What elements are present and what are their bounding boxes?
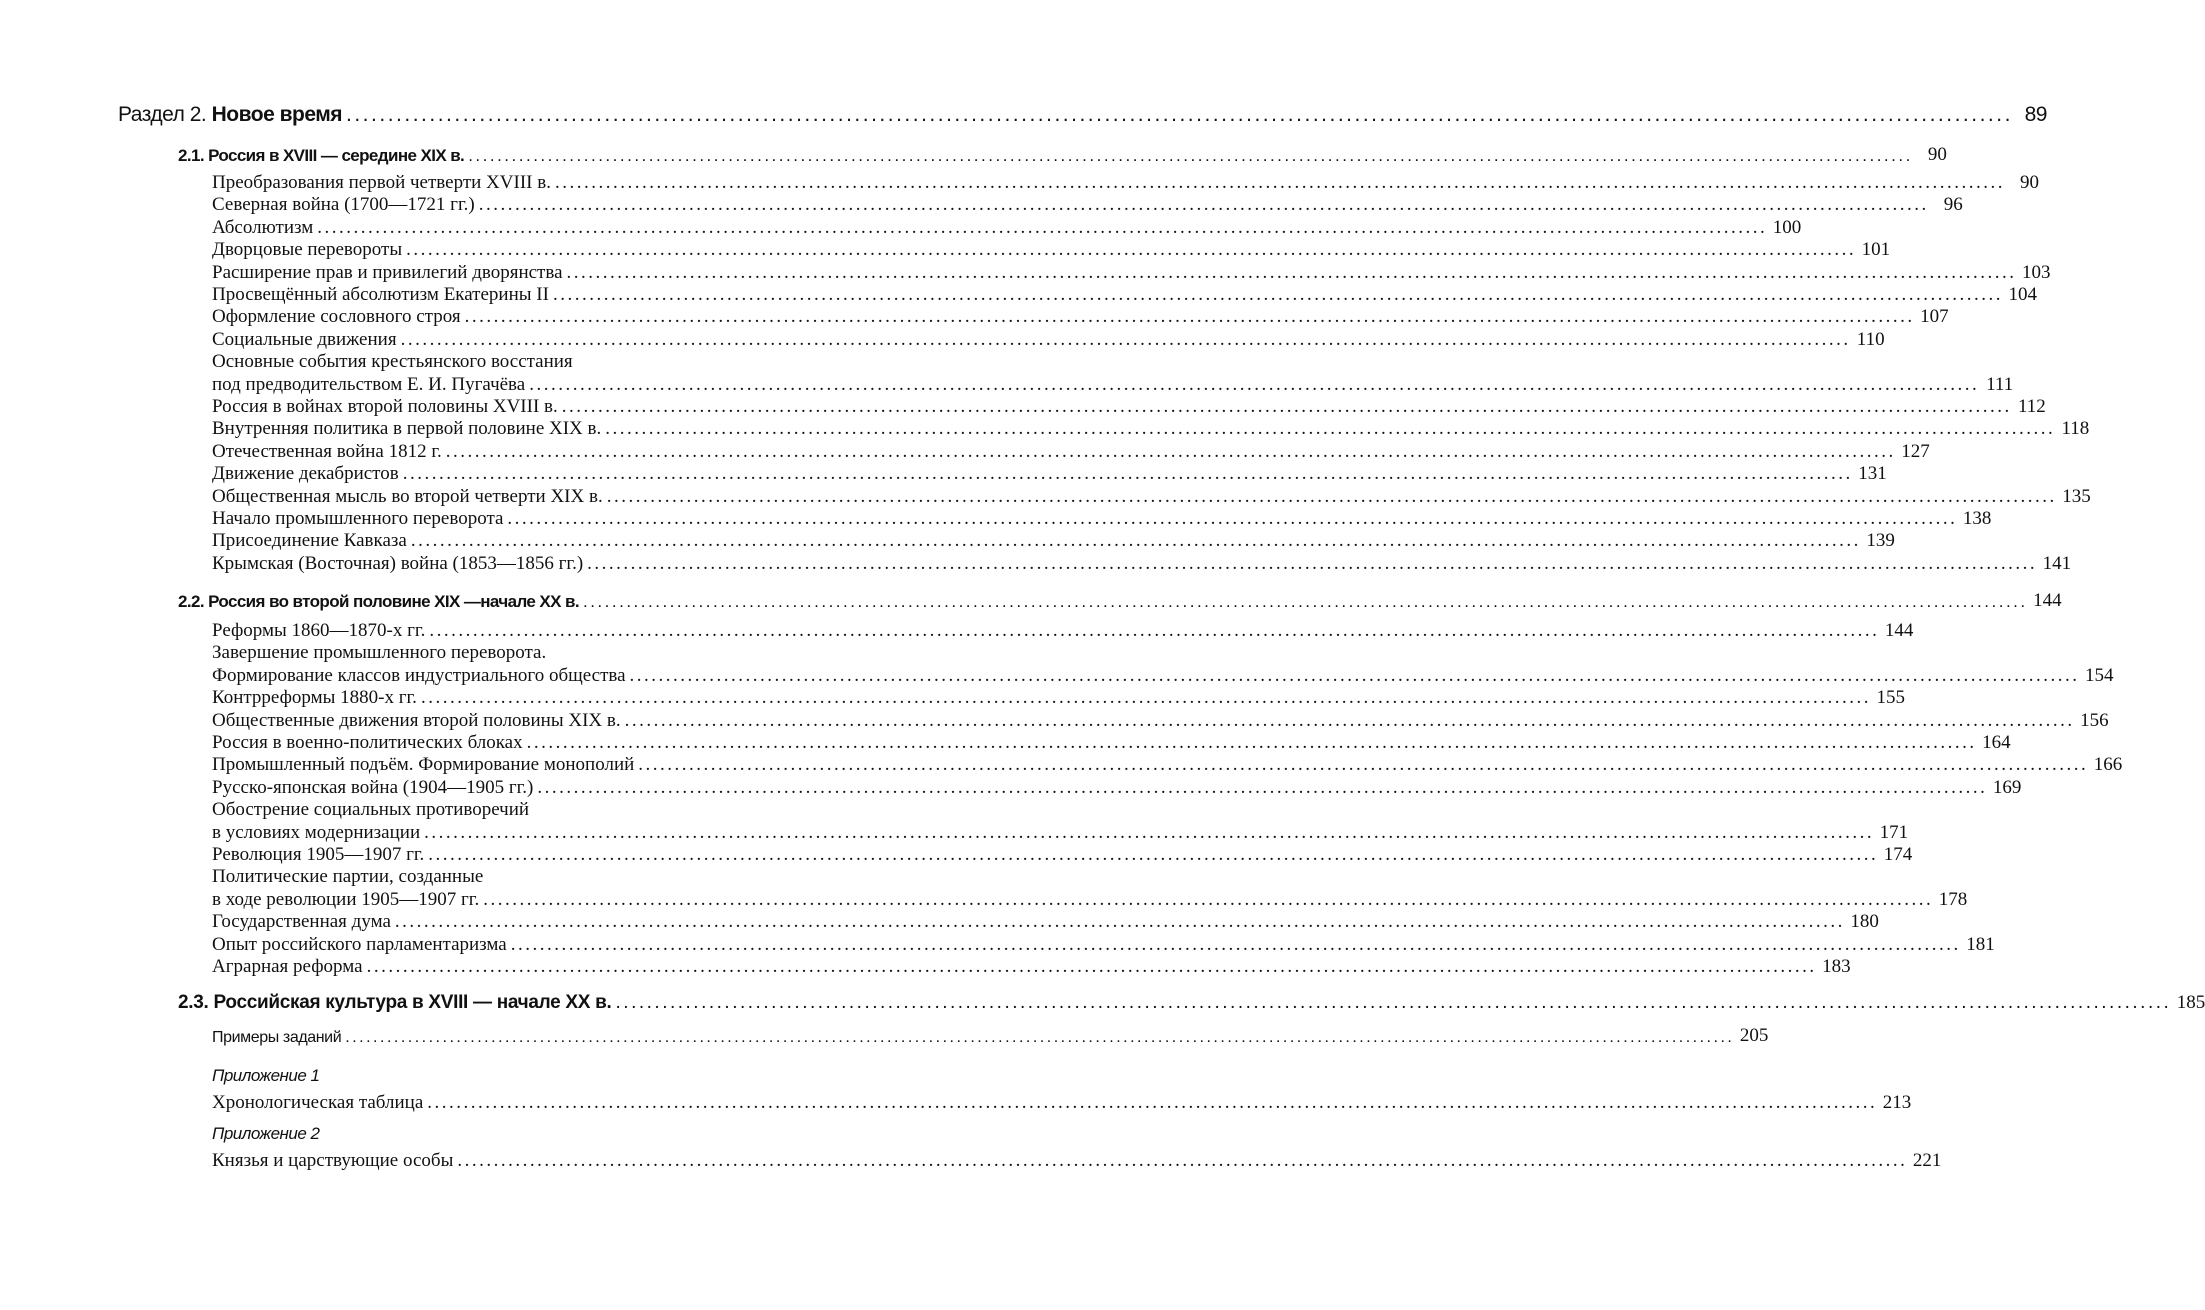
page-number: 112: [2017, 396, 2046, 417]
appendix-2-heading: Приложение 2: [212, 1124, 320, 1143]
toc-entry: [212, 373, 2014, 396]
page-number: 131: [1858, 463, 1887, 485]
page-number: 118: [2061, 418, 2090, 440]
toc-entry: [212, 709, 2109, 732]
page-number: 90: [1927, 144, 1947, 165]
toc-entry: [212, 776, 2022, 799]
entry-label: Отечественная война 1812 г.: [212, 440, 442, 462]
dot-leader: ........................................................................................................................................................................................................: [394, 911, 1845, 933]
subsection-2-1: [178, 144, 1947, 166]
page-number: 141: [2042, 552, 2072, 574]
page-number: 205: [1739, 1025, 1769, 1046]
page-number: 155: [1876, 687, 1905, 709]
subsection-2-3: [178, 992, 2205, 1014]
dot-leader: ........................................................................................................................................................................................................: [429, 620, 1880, 641]
toc-entry: [212, 172, 2039, 194]
toc-entry: [212, 732, 2011, 754]
toc-entry: [212, 664, 2114, 687]
subsection-number: 2.2.: [178, 592, 204, 611]
subsection-number: 2.1.: [178, 146, 204, 165]
page-number: 101: [1861, 239, 1891, 261]
page-number: 144: [2033, 590, 2062, 611]
dot-leader: ........................................................................................................................................................................................................: [346, 103, 2013, 126]
toc-entry: [212, 306, 1949, 328]
entry-first-line: Основные события крестьянского восстания: [212, 351, 573, 373]
entry-label: Начало промышленного переворота: [212, 508, 504, 529]
toc-entry: [212, 485, 2091, 508]
entry-label: Присоединение Кавказа: [212, 530, 407, 552]
toc-entry: [212, 328, 1885, 351]
dot-leader: ........................................................................................................................................................................................................: [424, 821, 1875, 843]
toc-entry: [212, 530, 1895, 552]
page-number: 89: [2024, 103, 2047, 126]
dot-leader: ........................................................................................................................................................................................................: [554, 172, 2005, 193]
page-number: 221: [1912, 1150, 1942, 1171]
page-number: 166: [2093, 754, 2123, 776]
page-number: 90: [2019, 172, 2039, 193]
entry-label: Социальные движения: [212, 328, 397, 350]
dot-leader: ........................................................................................................................................................................................................: [566, 261, 2017, 283]
page-number: 96: [1943, 194, 1963, 216]
page-number: 110: [1856, 328, 1885, 350]
entry-label: Россия в военно-политических блоках: [212, 732, 523, 753]
page-number: 156: [2080, 709, 2109, 731]
entry-label: Общественная мысль во второй четверти XIX в.: [212, 485, 603, 507]
entry-first-line: Завершение промышленного переворота.: [212, 642, 547, 664]
entry-label: Князья и царствующие особы: [212, 1150, 454, 1171]
toc-entry: [212, 418, 2090, 440]
toc-entry: [212, 508, 1992, 530]
page-number: 164: [1982, 732, 2011, 753]
dot-leader: ........................................................................................................................................................................................................: [478, 194, 1929, 216]
toc-entry: [212, 463, 1887, 485]
dot-leader: ........................................................................................................................................................................................................: [366, 956, 1817, 977]
dot-leader: ........................................................................................................................................................................................................: [457, 1150, 1908, 1171]
appendix-1-entry: [212, 1092, 1912, 1114]
toc-entry: [212, 284, 2037, 306]
entry-label: Примеры заданий: [212, 1029, 342, 1046]
entry-label: Аграрная реформа: [212, 956, 363, 977]
entry-label: Государственная дума: [212, 911, 391, 933]
dot-leader: ........................................................................................................................................................................................................: [420, 687, 1871, 709]
toc-entry: [212, 216, 1802, 239]
dot-leader: ........................................................................................................................................................................................................: [529, 373, 1980, 395]
dot-leader: ........................................................................................................................................................................................................: [317, 216, 1768, 238]
page-number: 213: [1882, 1092, 1912, 1113]
subsection-title: Российская культура в XVIII — начале XX в.: [213, 992, 612, 1013]
page-number: 111: [1986, 373, 2014, 395]
page-number: 107: [1920, 306, 1949, 328]
entry-label: Общественные движения второй половины XIX в.: [212, 709, 621, 731]
entry-label: под предводительством Е. И. Пугачёва: [212, 373, 526, 395]
dot-leader: ........................................................................................................................................................................................................: [638, 754, 2089, 776]
dot-leader: ........................................................................................................................................................................................................: [483, 888, 1934, 910]
dot-leader: ........................................................................................................................................................................................................: [615, 992, 2172, 1013]
page-number: 127: [1901, 440, 1930, 462]
dot-leader: ........................................................................................................................................................................................................: [427, 1092, 1878, 1113]
entry-label: Революция 1905—1907 гг.: [212, 844, 425, 865]
entry-label: Дворцовые перевороты: [212, 239, 403, 261]
entry-first-line: Политические партии, созданные: [212, 866, 484, 888]
page-number: 144: [1884, 620, 1914, 641]
page-number: 100: [1772, 216, 1802, 238]
entry-label: Контрреформы 1880-х гг.: [212, 687, 417, 709]
page-number: 178: [1938, 888, 1968, 910]
toc-entry: [212, 239, 1891, 261]
subsection-number: 2.3.: [178, 992, 209, 1013]
subsection-title: Россия во второй половине XIX —начале XX в.: [208, 592, 579, 611]
toc-entry: [212, 754, 2123, 776]
examples-entry: [212, 1025, 1769, 1047]
page-number: 174: [1883, 844, 1913, 865]
subsection-2-2: [178, 590, 2062, 612]
toc-entry: [212, 933, 1995, 956]
page-number: 171: [1879, 821, 1909, 843]
entry-label: Реформы 1860—1870-х гг.: [212, 620, 426, 641]
entry-first-line: Обострение социальных противоречий: [212, 799, 530, 821]
dot-leader: ........................................................................................................................................................................................................: [406, 239, 1857, 261]
entry-label: Абсолютизм: [212, 216, 314, 238]
entry-label: Промышленный подъём. Формирование монополий: [212, 754, 635, 776]
toc-entry: [212, 261, 2051, 284]
page-number: 169: [1992, 776, 2022, 798]
toc-entry: [212, 552, 2072, 575]
dot-leader: ........................................................................................................................................................................................................: [468, 146, 1913, 165]
dot-leader: ........................................................................................................................................................................................................: [605, 418, 2056, 440]
entry-label: Внутренняя политика в первой половине XIX в.: [212, 418, 602, 440]
entry-label: Русско-японская война (1904—1905 гг.): [212, 776, 534, 798]
toc-entry: [212, 620, 1914, 642]
dot-leader: ........................................................................................................................................................................................................: [624, 709, 2075, 731]
page-number: 185: [2176, 992, 2205, 1013]
page-number: 183: [1822, 956, 1851, 977]
dot-leader: ........................................................................................................................................................................................................: [507, 508, 1958, 529]
dot-leader: ........................................................................................................................................................................................................: [464, 306, 1915, 328]
appendix-1-heading: Приложение 1: [212, 1066, 320, 1085]
dot-leader: ........................................................................................................................................................................................................: [552, 284, 2003, 305]
entry-label: Оформление сословного строя: [212, 306, 461, 328]
entry-label: Россия в войнах второй половины XVIII в.: [212, 396, 558, 417]
toc-entry: [212, 956, 1851, 978]
entry-label: Крымская (Восточная) война (1853—1856 гг.): [212, 552, 584, 574]
toc-entry: [212, 440, 1930, 463]
page-number: 181: [1966, 933, 1995, 955]
page-number: 103: [2022, 261, 2051, 283]
dot-leader: ........................................................................................................................................................................................................: [587, 552, 2038, 574]
subsection-title: Россия в XVIII — середине XIX в.: [208, 146, 465, 165]
page-number: 139: [1866, 530, 1895, 552]
entry-label: в ходе революции 1905—1907 гг.: [212, 888, 480, 910]
dot-leader: ........................................................................................................................................................................................................: [526, 732, 1977, 753]
toc-entry: [212, 911, 1879, 933]
entry-label: Расширение прав и привилегий дворянства: [212, 261, 563, 283]
toc-entry: [212, 821, 1909, 844]
dot-leader: ........................................................................................................................................................................................................: [345, 1029, 1735, 1046]
dot-leader: ........................................................................................................................................................................................................: [410, 530, 1861, 552]
dot-leader: ........................................................................................................................................................................................................: [445, 440, 1896, 462]
dot-leader: ........................................................................................................................................................................................................: [629, 664, 2080, 686]
appendix-2-entry: [212, 1150, 1942, 1172]
toc-entry: [212, 396, 2046, 418]
section-heading: [118, 103, 2047, 127]
entry-label: в условиях модернизации: [212, 821, 421, 843]
page-number: 180: [1850, 911, 1879, 933]
dot-leader: ........................................................................................................................................................................................................: [402, 463, 1853, 485]
toc-entry: [212, 888, 1968, 911]
entry-label: Формирование классов индустриального общества: [212, 664, 626, 686]
dot-leader: ........................................................................................................................................................................................................: [537, 776, 1988, 798]
page-number: 135: [2062, 485, 2091, 507]
section-title: Новое время: [211, 103, 343, 126]
entry-label: Просвещённый абсолютизм Екатерины II: [212, 284, 549, 305]
toc-entry: [212, 844, 1913, 866]
dot-leader: ........................................................................................................................................................................................................: [428, 844, 1879, 865]
entry-label: Движение декабристов: [212, 463, 399, 485]
dot-leader: ........................................................................................................................................................................................................: [582, 592, 2028, 611]
entry-label: Преобразования первой четверти XVIII в.: [212, 172, 551, 193]
dot-leader: ........................................................................................................................................................................................................: [510, 933, 1961, 955]
toc-entry: [212, 687, 1905, 709]
dot-leader: ........................................................................................................................................................................................................: [561, 396, 2012, 417]
page-number: 138: [1962, 508, 1992, 529]
entry-label: Северная война (1700—1721 гг.): [212, 194, 475, 216]
entry-label: Хронологическая таблица: [212, 1092, 424, 1113]
section-prefix: Раздел 2.: [118, 103, 207, 126]
page-number: 104: [2008, 284, 2037, 305]
dot-leader: ........................................................................................................................................................................................................: [400, 328, 1851, 350]
entry-label: Опыт российского парламентаризма: [212, 933, 507, 955]
dot-leader: ........................................................................................................................................................................................................: [606, 485, 2057, 507]
page-number: 154: [2085, 664, 2114, 686]
toc-entry: [212, 194, 1963, 216]
